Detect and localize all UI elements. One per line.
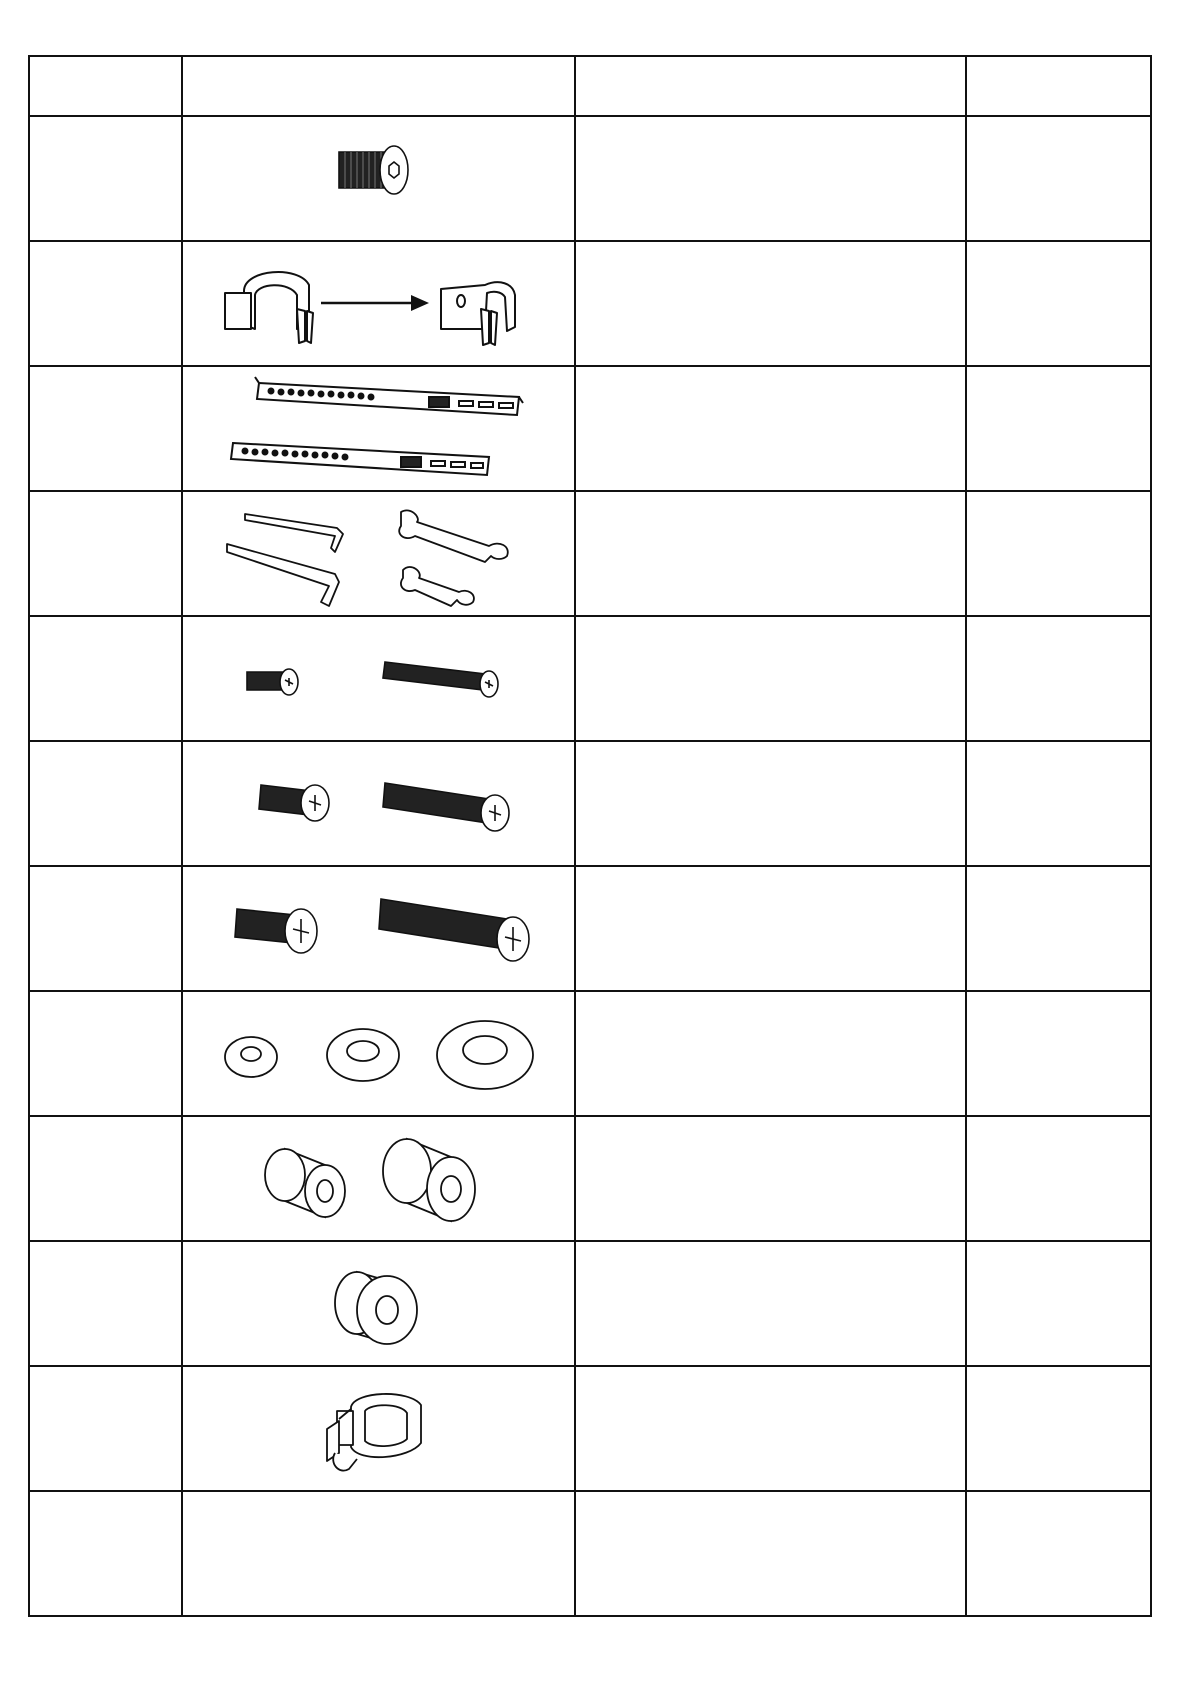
- row-4-illustration: [182, 491, 575, 616]
- row-3-illustration: [182, 366, 575, 491]
- row-9-col-4: [966, 1116, 1151, 1241]
- row-10-illustration: [182, 1241, 575, 1366]
- row-11-col-1: [29, 1366, 182, 1491]
- table-row: [29, 366, 1151, 491]
- parts-list-sheet: [28, 55, 1150, 1609]
- header-cell-3: [575, 56, 966, 116]
- cable-tie-clip-icon: [189, 1371, 569, 1487]
- row-12-col-3: [575, 1491, 966, 1616]
- table-row: [29, 241, 1151, 366]
- row-12-col-4: [966, 1491, 1151, 1616]
- table-row: [29, 1366, 1151, 1491]
- row-9-illustration: [182, 1116, 575, 1241]
- parts-table: [28, 55, 1152, 1617]
- row-6-col-1: [29, 741, 182, 866]
- row-7-col-3: [575, 866, 966, 991]
- header-cell-4: [966, 56, 1151, 116]
- table-row: [29, 991, 1151, 1116]
- table-row: [29, 491, 1151, 616]
- header-label-1: [96, 77, 116, 94]
- row-6-col-4: [966, 741, 1151, 866]
- row-2-col-1: [29, 241, 182, 366]
- allen-keys-and-wrenches-icon: [189, 496, 569, 612]
- row-4-col-1: [29, 491, 182, 616]
- cable-clamp-fold-icon: [189, 249, 569, 359]
- row-6-illustration: [182, 741, 575, 866]
- row-9-col-3: [575, 1116, 966, 1241]
- header-label-2: [369, 77, 389, 94]
- table-row: [29, 1491, 1151, 1616]
- row-8-col-3: [575, 991, 966, 1116]
- table-row: [29, 1241, 1151, 1366]
- short-spacer-icon: [189, 1246, 569, 1362]
- table-row: [29, 616, 1151, 741]
- button-head-hex-socket-screw-icon: [189, 124, 569, 234]
- table-header-row: [29, 56, 1151, 116]
- row-3-col-1: [29, 366, 182, 491]
- row-1-illustration: [182, 116, 575, 241]
- row-8-col-1: [29, 991, 182, 1116]
- row-1-col-4: [966, 116, 1151, 241]
- row-1-col-3: [575, 116, 966, 241]
- row-11-col-3: [575, 1366, 966, 1491]
- row-7-col-1: [29, 866, 182, 991]
- row-12-col-1: [29, 1491, 182, 1616]
- row-2-col-3: [575, 241, 966, 366]
- row-10-col-1: [29, 1241, 182, 1366]
- header-label-3: [761, 77, 781, 94]
- large-phillips-screws-icon: [189, 871, 569, 987]
- row-12-illustration: [182, 1491, 575, 1616]
- flat-washers-icon: [189, 999, 569, 1109]
- small-phillips-screws-icon: [189, 624, 569, 734]
- medium-phillips-screws-icon: [189, 749, 569, 859]
- row-4-col-4: [966, 491, 1151, 616]
- header-cell-2: [182, 56, 575, 116]
- row-2-illustration: [182, 241, 575, 366]
- row-8-col-4: [966, 991, 1151, 1116]
- row-2-col-4: [966, 241, 1151, 366]
- table-row: [29, 741, 1151, 866]
- header-cell-1: [29, 56, 182, 116]
- table-row: [29, 1116, 1151, 1241]
- long-spacers-icon: [189, 1121, 569, 1237]
- row-6-col-3: [575, 741, 966, 866]
- row-3-col-4: [966, 366, 1151, 491]
- row-10-col-3: [575, 1241, 966, 1366]
- row-11-illustration: [182, 1366, 575, 1491]
- table-row: [29, 116, 1151, 241]
- table-row: [29, 866, 1151, 991]
- row-7-illustration: [182, 866, 575, 991]
- row-1-col-1: [29, 116, 182, 241]
- row-4-col-3: [575, 491, 966, 616]
- header-label-4: [1049, 77, 1069, 94]
- row-7-col-4: [966, 866, 1151, 991]
- row-10-col-4: [966, 1241, 1151, 1366]
- row-5-illustration: [182, 616, 575, 741]
- row-5-col-1: [29, 616, 182, 741]
- row-9-col-1: [29, 1116, 182, 1241]
- row-5-col-4: [966, 616, 1151, 741]
- extension-bracket-arms-icon: [189, 371, 569, 487]
- row-11-col-4: [966, 1366, 1151, 1491]
- row-3-col-3: [575, 366, 966, 491]
- row-8-illustration: [182, 991, 575, 1116]
- row-5-col-3: [575, 616, 966, 741]
